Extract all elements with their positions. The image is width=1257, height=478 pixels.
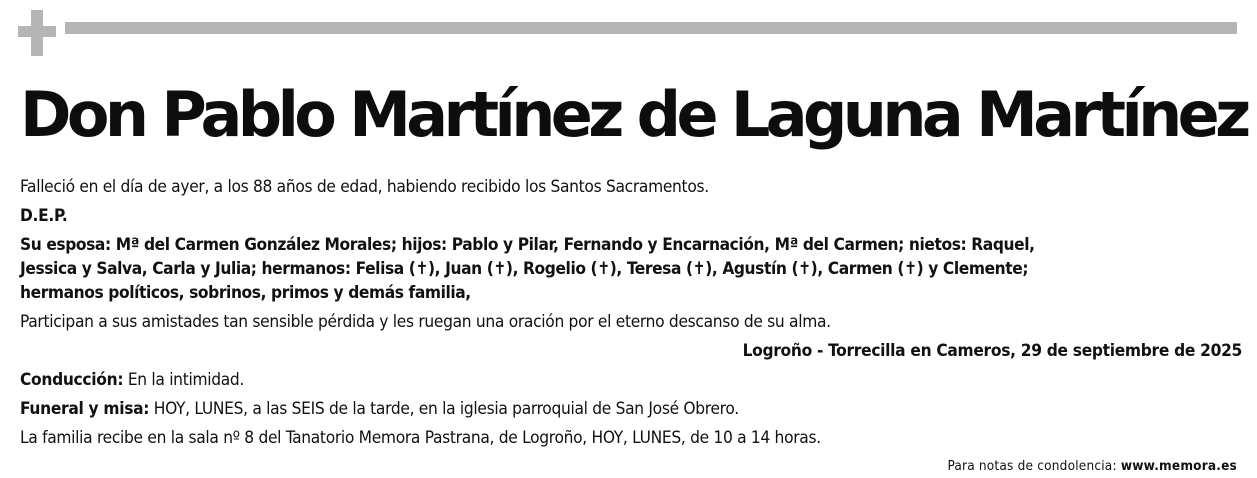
deceased-name: Don Pablo Martínez de Laguna Martínez [20,78,1247,151]
conduccion-line [20,368,1242,392]
header-decoration [0,0,1257,60]
conduccion-value: En la intimidad. [123,370,245,390]
footer-site-link[interactable]: www.memora.es [1120,458,1237,474]
funeral-value: HOY, LUNES, a las SEIS de la tarde, en la iglesia parroquial de San José Obrero. [149,399,739,419]
header-rule [65,22,1237,34]
participation-line: Participan a sus amistades tan sensible pérdida y les ruegan una oración por el eterno descanso de su alma. [20,312,831,332]
funeral-label: Funeral y misa: [20,399,150,419]
family-line: Su esposa: Mª del Carmen González Morales; hijos: Pablo y Pilar, Fernando y Encarnación, Mª del Carmen; nietos: Raquel, [20,235,1035,255]
place-date: Logroño - Torrecilla en Cameros, 29 de septiembre de 2025 [742,341,1242,361]
dep-line: D.E.P. [20,206,68,226]
funeral-line [20,397,1242,421]
footer-note [947,456,1237,476]
footer-label: Para notas de condolencia: [947,458,1121,474]
cross-icon [18,10,56,56]
reception-line: La familia recibe en la sala nº 8 del Tanatorio Memora Pastrana, de Logroño, HOY, LUNES, de 10 a 14 horas. [20,428,821,448]
obituary-body [20,175,1242,450]
family-list [20,233,1242,305]
death-line: Falleció en el día de ayer, a los 88 años de edad, habiendo recibido los Santos Sacramentos. [20,177,709,197]
conduccion-label: Conducción: [20,370,124,390]
family-line: Jessica y Salva, Carla y Julia; hermanos: Felisa (✝), Juan (✝), Rogelio (✝), Teresa (✝), Agustín (✝), Carmen (✝) y Clemente; [20,259,1029,279]
family-line: hermanos políticos, sobrinos, primos y demás familia, [20,283,471,303]
